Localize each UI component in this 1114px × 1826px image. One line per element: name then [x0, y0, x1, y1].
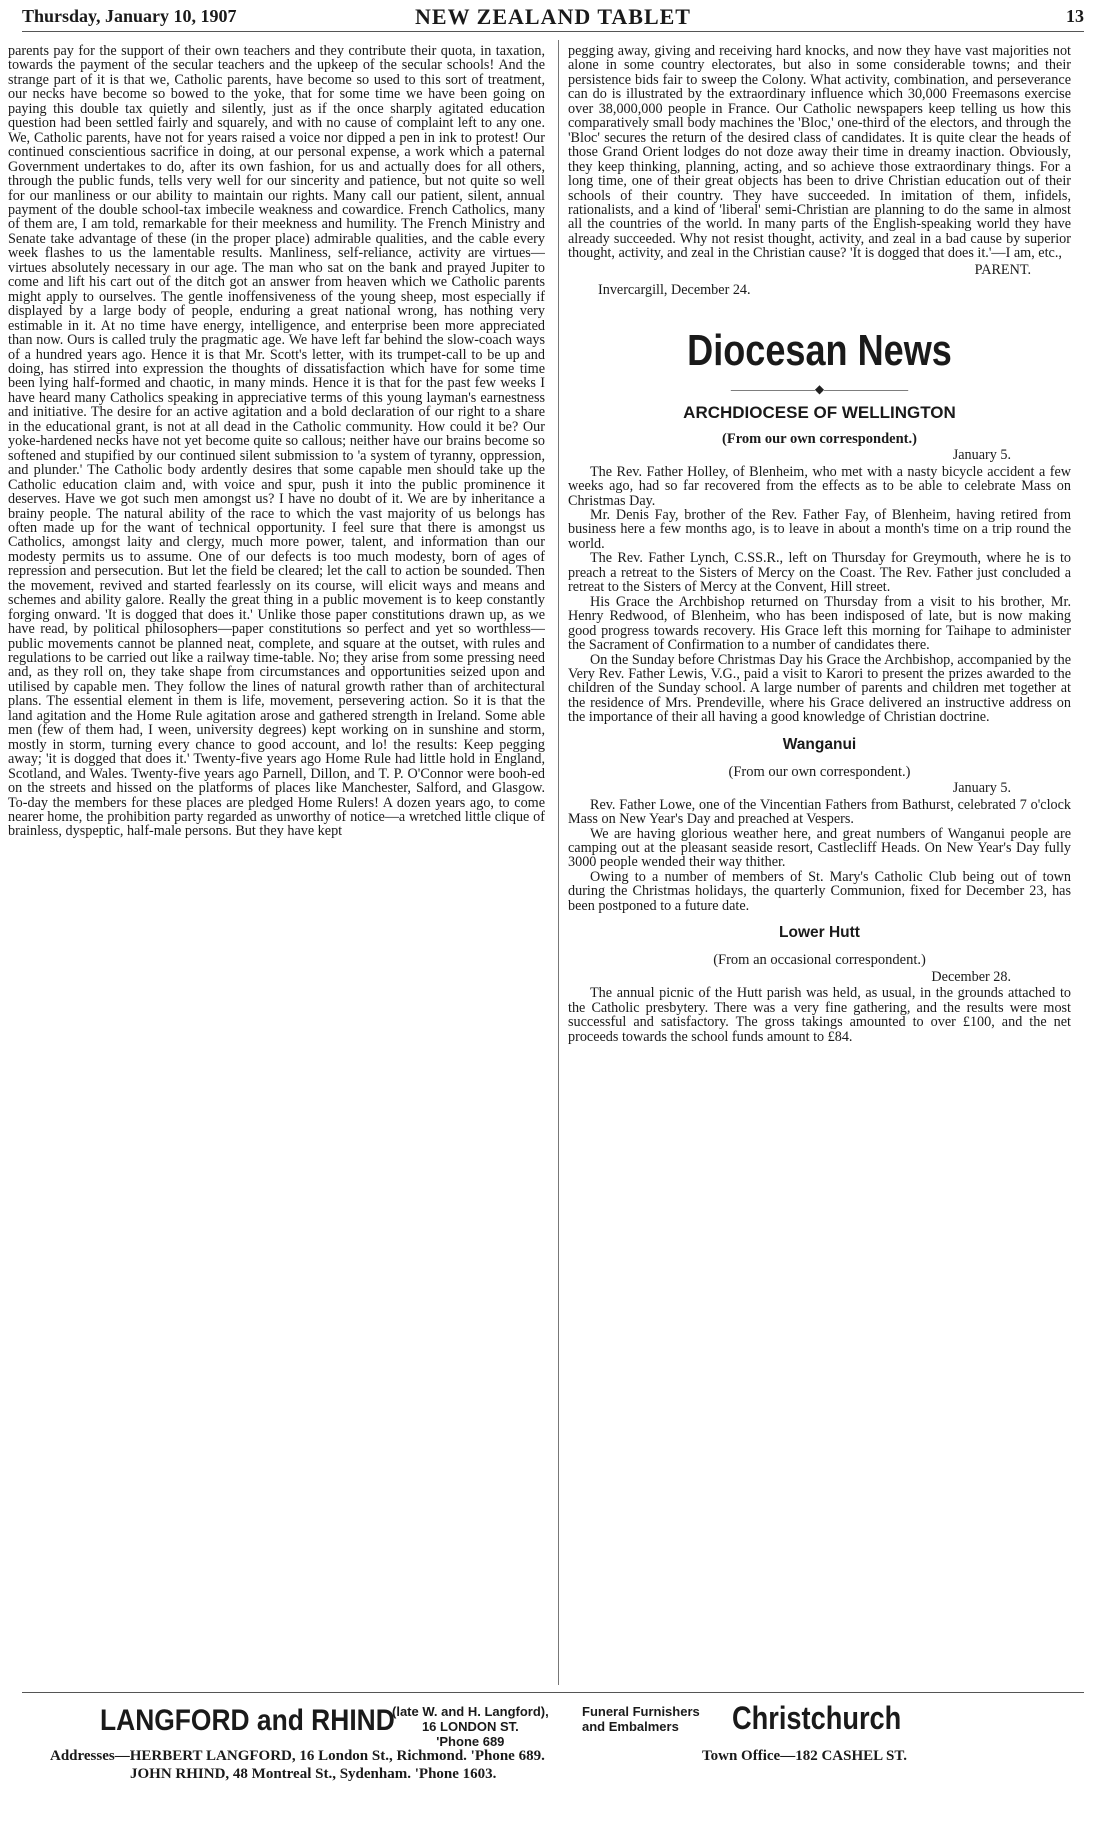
news-paragraph: The Rev. Father Holley, of Blenheim, who met with a nasty bicycle accident a few weeks ago, had so far recovered from the effects as to be able to celebrate Mass on Christmas Day.: [568, 463, 1071, 509]
wanganui-date: January 5.: [952, 780, 1011, 797]
ad-funeral-block: [582, 1704, 700, 1734]
news-paragraph: The annual picnic of the Hutt parish was held, as usual, in the grounds attached to the Catholic presbytery. There was a very fine gathering, and the results were most successful and satisfactory. The gross takings amounted to over £100, and the net proceeds towards the school funds amount to £84.: [568, 985, 1071, 1045]
ad-phone: 'Phone 689: [436, 1734, 505, 1749]
ad-late-line: (late W. and H. Langford),: [392, 1704, 549, 1719]
section-heading: Diocesan News: [687, 325, 952, 375]
news-paragraph: Mr. Denis Fay, brother of the Rev. Father Fay, of Blenheim, having retired from business here a few months ago, is to leave in about a month's time on a trip round the world.: [568, 506, 1071, 552]
lower-hutt-source: (From an occasional correspondent.): [713, 952, 926, 969]
ad-rhind-address: JOHN RHIND, 48 Montreal St., Sydenham. 'Phone 1603.: [130, 1766, 497, 1782]
ad-late-block: [392, 1704, 549, 1749]
letter-conclusion: pegging away, giving and receiving hard knocks, and now they have vast majorities not alone in some country electorates, but also in some considerable towns; and their persistence bids fair to sweep the Colony. What activity, combination, and perseverance can do is illustrated by the extraordinary influence which 30,000 Freemasons exercise over 38,000,000 people in France. Our Catholic newspapers keep telling us how this comparatively small body machines the 'Bloc,' one-third of the electors, and through the 'Bloc' secures the return of the desired class of candidates. It is quite clear the heads of those Grand Orient lodges do not doze away their time in dreamy inaction. Obviously, they keep thinking, planning, acting, and so achieve those extraordinary things. For a long time, one of their great objects has been to drive Christian education out of their schools of their country. They have succeeded. In imitation of them, infidels, rationalists, and a kind of 'liberal' semi-Christian are planning to do the same in almost all the countries of the world. In many parts of the English-speaking world they have already succeeded. Why not resist thought, activity, and zeal in a bad cause by superior thought, activity, and zeal in the Christian cause? 'It is dogged that does it.'—I am, etc.,: [568, 44, 1071, 262]
letter-signature: PARENT.: [974, 261, 1031, 278]
news-paragraph: The Rev. Father Lynch, C.SS.R., left on Thursday for Greymouth, where he is to preach a retreat to the Sisters of Mercy on the Coast. The Rev. Father just concluded a retreat to the Sisters of Mercy at the Convent, Hill street.: [568, 550, 1071, 596]
news-paragraph: On the Sunday before Christmas Day his Grace the Archbishop, accompanied by the Very Rev. Father Lewis, V.G., paid a visit to Karori to present the prizes awarded to the children of the Sunday school. A large number of parents and children met together at the residence of Mrs. Prendeville, where his Grace delivered an instructive address on the importance of their all having a good knowledge of Christian doctrine.: [568, 651, 1071, 726]
letter-place-date: Invercargill, December 24.: [598, 282, 751, 299]
ad-street: 16 LONDON ST.: [421, 1719, 519, 1734]
ad-firm-name: LANGFORD and RHIND: [100, 1704, 395, 1737]
column-divider: [558, 40, 559, 1685]
issue-date: Thursday, January 10, 1907: [22, 6, 237, 26]
ornament-divider: ———————◆———————: [730, 381, 909, 396]
archdiocese-source: (From our own correspondent.): [722, 430, 917, 447]
news-paragraph: His Grace the Archbishop returned on Thursday from a visit to his brother, Mr. Henry Redwood, of Blenheim, who has been indisposed of late, but is now making good progress towards recovery. His Grace left this morning for Taihape to administer the Sacrament of Confirmation to a number of candidates there.: [568, 593, 1071, 654]
archdiocese-date: January 5.: [952, 447, 1011, 464]
lower-hutt-date: December 28.: [931, 968, 1011, 985]
ad-town-office: Town Office—182 CASHEL ST.: [702, 1748, 908, 1764]
ad-city: Christchurch: [732, 1700, 902, 1736]
ad-addresses: Addresses—HERBERT LANGFORD, 16 London St., Richmond. 'Phone 689.: [50, 1748, 545, 1764]
archdiocese-heading: ARCHDIOCESE OF WELLINGTON: [683, 402, 956, 422]
left-column: [8, 44, 545, 1684]
news-paragraph: We are having glorious weather here, and great numbers of Wanganui people are camping out at the pleasant seaside resort, Castlecliff Heads. On New Year's Day fully 3000 people wended their way thither.: [568, 825, 1071, 871]
news-paragraph: Owing to a number of members of St. Mary's Catholic Club being out of town during the Christmas holidays, the quarterly Communion, fixed for December 23, has been postponed to a future date.: [568, 868, 1071, 914]
letter-body: parents pay for the support of their own teachers and they contribute their quota, in taxation, towards the payment of the secular teachers and the upkeep of the secular schools! And the strange part of it is that we, Catholic parents, have become so used to this sort of treatment, our necks have become so bowed to the yoke, that for some time we have been going on paying this double tax quietly and silently, just as if the once sharply agitated education question had been settled fairly and squarely, and with no cause of complaint left to any one. We, Catholic parents, have not for years raised a voice nor dipped a pen in ink to protest! Our continued conscientious sacrifice in doing, at our personal expense, a work which a paternal Government undertakes to do, after its own fashion, for us and actually does for all others, through the public funds, tells very well for our sincerity and patience, but not quite so well for our manliness or our ability to maintain our rights. Many call our patient, silent, annual payment of the double school-tax imbecile weakness and cowardice. French Catholics, many of them are, I am told, remarkable for their meekness and humility. The French Ministry and Senate take advantage of these (in the proper place) admirable qualities, and the cable every week flashes to us the lamentable results. Manliness, self-reliance, activity are virtues—virtues absolutely necessary in our age. The man who sat on the bank and prayed Jupiter to come and lift his cart out of the ditch got an answer from heaven which we Catholic parents might apply to ourselves. The gentle inoffensiveness of the young sheep, most especially if displayed by a large body of people, enduring a great national wrong, has nothing very estimable in it. At no time have energy, intelligence, and enterprise been more appreciated than now. Ours is called truly the pragmatic age. We have left far behind the slow-coach ways of a hundred years ago. Hence it is that Mr. Scott's letter, with its trumpet-call to be up and doing, has stirred into expression the thoughts of dissatisfaction which have for some time been lying half-formed and chaotic, in many minds. Hence it is that for the past few weeks I have heard many Catholics speaking in appreciative terms of this young layman's earnestness and initiative. The desire for an active agitation and a bold declaration of our right to a share in the educational grant, is not at all dead in the Catholic community. How could it be? Our yoke-hardened necks have not yet become quite so callous; neither have our brains become so softened and stupified by our continued silent submission to 'a system of tyranny, oppression, and plunder.' The Catholic body ardently desires that some capable men should take up the Catholic education claim and, with voice and spur, push it into the public prominence it deserves. Have we got such men amongst us? I have no doubt of it. We are by inheritance a brainy people. The natural ability of the race to which the vast majority of us belongs has often made up for the want of technical opportunity. I feel sure that there is amongst us Catholics, amongst laity and clergy, much more power, talent, and information than our modesty permits us to assume. One of our defects is too much modesty, born of ages of repression and persecution. But let the field be cleared; let the call to action be sounded. Then the movement, revived and started fearlessly on its course, will elicit ways and means and schemes and ability galore. Really the great thing in a public movement is to keep constantly forging onward. 'It is dogged that does it.' Unlike those paper constitutions drawn up, as we have read, by political philosophers—paper constitutions so perfect and yet so worthless—public movements cannot be planned neat, complete, and square at the outset, with rules and regulations to be carried out like a railway time-table. No; they arise from some pressing need and, as they roll on, they take shape from circumstances and opportunities seized upon and utilised by capable men. They follow the lines of natural growth rather than of architectural plans. The essential element in them is life, movement, persevering action. So it is that the land agitation and the Home Rule agitation arose and gathered strength in Ireland. Some able men (few of them had, I ween, university degrees) kept working on in sunshine and storm, mostly in storm, turning every chance to good account, and lo! the results: Keep pegging away; 'it is dogged that does it.' Twenty-five years ago Home Rule had little hold in England, Scotland, and Wales. Twenty-five years ago Parnell, Dillon, and T. P. O'Connor were booh-ed on the streets and hissed on the platforms of places like Manchester, Salford, and Glasgow. To-day the members for these places are pledged Home Rulers! A dozen years ago, to come nearer home, the prohibition party regarded as unworthy of notice—a wretched little clique of brainless, dyspeptic, half-male persons. But they have kept: [8, 44, 545, 840]
lower-hutt-heading: Lower Hutt: [779, 924, 860, 942]
ad-embalmers-line: and Embalmers: [582, 1719, 679, 1734]
news-paragraph: Rev. Father Lowe, one of the Vincentian Fathers from Bathurst, celebrated 7 o'clock Mass on New Year's Day and preached at Vespers.: [568, 796, 1071, 828]
wanganui-heading: Wanganui: [782, 735, 857, 753]
right-column: [568, 44, 1071, 1684]
masthead-rule: [22, 31, 1084, 32]
newspaper-title: NEW ZEALAND TABLET: [415, 4, 691, 29]
ad-funeral-line: Funeral Furnishers: [582, 1704, 700, 1719]
advertisement-footer: [22, 1700, 1084, 1812]
masthead: [22, 4, 1084, 30]
page-number: 13: [1066, 6, 1084, 26]
wanganui-source: (From our own correspondent.): [728, 763, 911, 780]
footer-rule: [22, 1692, 1084, 1693]
